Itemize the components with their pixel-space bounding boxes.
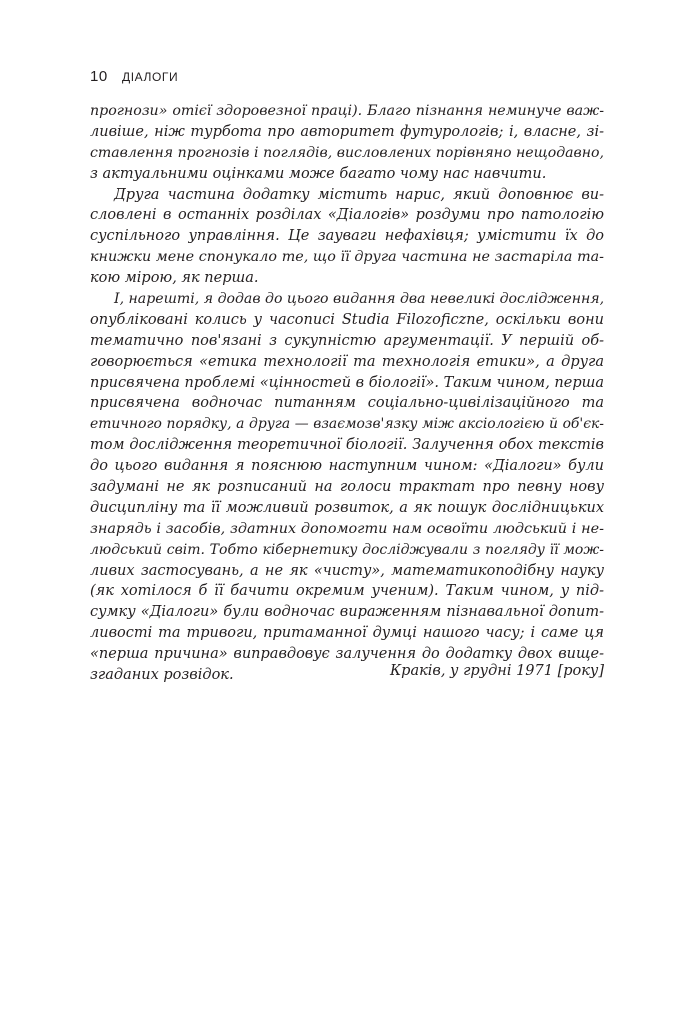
body-text [90,101,604,686]
text-line: до цього видання я пояснюю наступним чином: «Діалоги» були [90,458,604,475]
text-line: людський світ. Тобто кібернетику досліджували з погляду її мож- [90,541,604,558]
text-line: (як хотілося б її бачити окремим ученим). Таким чином, у під- [90,583,604,600]
text-line: ливіше, ніж турбота про авторитет футурологів; і, власне, зі- [90,123,604,140]
text-line: знарядь і засобів, здатних допомогти нам освоїти людський і не- [90,520,604,537]
text-line: з актуальними оцінками може багато чому нас навчити. [90,165,547,182]
text-line: присвячена водночас питанням соціально-цивілізаційного та [90,395,604,412]
text-line: «перша причина» виправдовує залучення до додатку двох вище- [90,646,604,663]
text-line: присвячена проблемі «цінностей в біології». Таким чином, перша [90,374,604,391]
text-line: прогнози» отієї здоровезної праці). Благо пізнання неминуче важ- [90,103,604,119]
text-line: тематично пов'язані з сукупністю аргументації. У першій об- [90,332,604,349]
text-line: суспільного управління. Це зауваги нефахівця; умістити їх до [90,228,604,245]
text-line: згаданих розвідок. [90,667,234,684]
text-line: ставлення прогнозів і поглядів, висловлених порівняно нещодавно, [90,144,604,161]
text-line: книжки мене спонукало те, що її друга частина не застаріла та- [90,249,604,266]
text-line: задумані не як розписаний на голоси трактат про певну нову [90,479,604,496]
text-line: ливих застосувань, а не як «чисту», математикоподібну науку [90,562,604,579]
signature-dateline: Краків, у грудні 1971 [року] [389,663,604,679]
page-number: 10 [90,68,108,85]
text-line: кою мірою, як перша. [90,270,259,287]
text-line: опубліковані колись у часописі Studia Filozoficzne, оскільки вони [90,311,604,328]
text-line: ливості та тривоги, притаманної думці нашого часу; і саме ця [90,625,604,642]
text-line: говорюється «етика технології та технологія етики», а друга [90,353,604,370]
text-line: дисципліну та її можливий розвиток, а як пошук дослідницьких [90,499,604,516]
text-line: том дослідження теоретичної біології. Залучення обох текстів [90,437,604,454]
running-head [90,68,178,88]
text-line: словлені в останніх розділах «Діалогів» роздуми про патологію [90,207,604,224]
text-line: сумку «Діалоги» були водночас вираженням пізнавальної допит- [90,604,604,621]
text-line: І, нарешті, я додав до цього видання два невеликі дослідження, [114,291,605,308]
running-title: ДІАЛОГИ [122,70,179,84]
text-line: Друга частина додатку містить нарис, який доповнює ви- [114,186,604,203]
text-line: етичного порядку, а друга — взаємозв'язку між аксіологією й об'єк- [90,416,604,433]
